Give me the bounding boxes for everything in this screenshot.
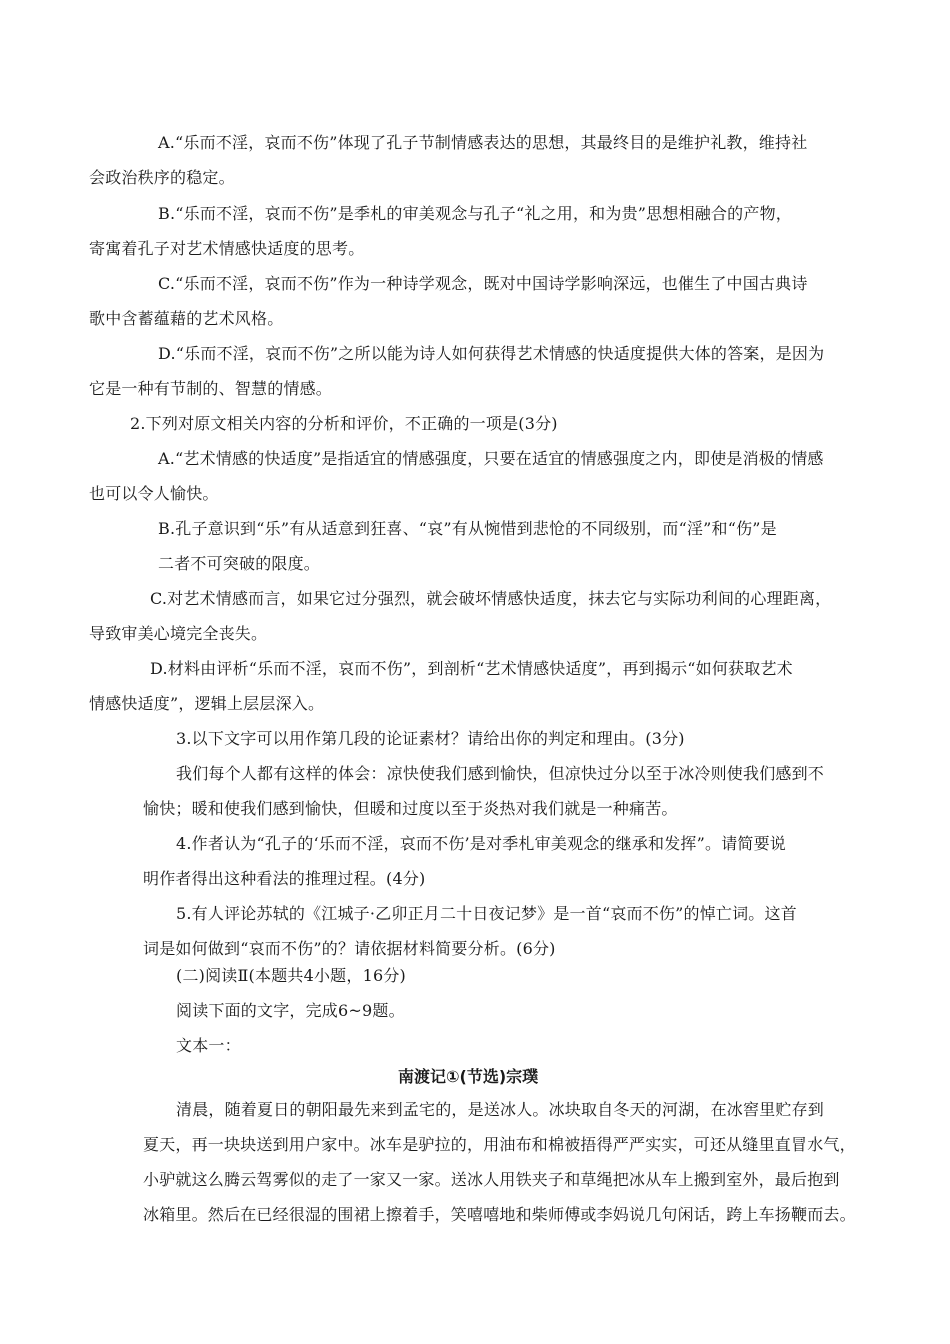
passage-line3: 小驴就这么腾云驾雾似的走了一家又一家。送冰人用铁夹子和草绳把冰从车上搬到室外，最后抱到 xyxy=(143,1170,840,1189)
q1-option-c-line2: 歌中含蓄蕴藉的艺术风格。 xyxy=(89,309,284,328)
passage-title: 南渡记①(节选)宗璞 xyxy=(398,1067,539,1086)
q1-option-a-line2: 会政治秩序的稳定。 xyxy=(89,168,235,187)
q1-option-b-line1: B.“乐而不淫，哀而不伤”是季札的审美观念与孔子“礼之用，和为贵”思想相融合的产物， xyxy=(158,204,792,223)
q1-option-b-line2: 寄寓着孔子对艺术情感快适度的思考。 xyxy=(89,239,365,258)
q1-option-a-line1: A.“乐而不淫，哀而不伤”体现了孔子节制情感表达的思想，其最终目的是维护礼教，维持社 xyxy=(158,133,808,152)
q1-option-c-line1: C.“乐而不淫，哀而不伤”作为一种诗学观念，既对中国诗学影响深远，也催生了中国古典诗 xyxy=(158,274,808,293)
q2-option-b-line2: 二者不可突破的限度。 xyxy=(158,554,321,573)
q2-option-a-line2: 也可以令人愉快。 xyxy=(89,484,219,503)
q4-line2: 明作者得出这种看法的推理过程。(4分) xyxy=(143,869,426,888)
text-one-label: 文本一： xyxy=(176,1036,241,1055)
q2-option-c-line1: C.对艺术情感而言，如果它过分强烈，就会破坏情感快适度，抹去它与实际功利间的心理距离， xyxy=(150,589,832,608)
q1-option-d-line2: 它是一种有节制的、智慧的情感。 xyxy=(89,379,333,398)
q2-stem: 2.下列对原文相关内容的分析和评价，不正确的一项是(3分) xyxy=(130,414,558,433)
q2-option-d-line1: D.材料由评析“乐而不淫，哀而不伤”，到剖析“艺术情感快适度”，再到揭示“如何获取艺术 xyxy=(150,659,793,678)
q3-material-line2: 愉快；暖和使我们感到愉快，但暖和过度以至于炎热对我们就是一种痛苦。 xyxy=(143,799,678,818)
q5-line1: 5.有人评论苏轼的《江城子·乙卯正月二十日夜记梦》是一首“哀而不伤”的悼亡词。这首 xyxy=(176,904,797,923)
q2-option-b-line1: B.孔子意识到“乐”有从适意到狂喜、“哀”有从惋惜到悲怆的不同级别，而“淫”和“伤”是 xyxy=(158,519,777,538)
section2-heading: (二)阅读Ⅱ(本题共4小题，16分) xyxy=(176,966,406,985)
q3-material-line1: 我们每个人都有这样的体会：凉快使我们感到愉快，但凉快过分以至于冰冷则使我们感到不 xyxy=(176,764,825,783)
q3-stem: 3.以下文字可以用作第几段的论证素材？请给出你的判定和理由。(3分) xyxy=(176,729,685,748)
passage-line4: 冰箱里。然后在已经很湿的围裙上擦着手，笑嘻嘻地和柴师傅或李妈说几句闲话，跨上车扬鞭而去。 xyxy=(143,1205,856,1224)
section2-instruction: 阅读下面的文字，完成6~9题。 xyxy=(176,1001,405,1020)
passage-line1: 清晨，随着夏日的朝阳最先来到孟宅的，是送冰人。冰块取自冬天的河湖，在冰窖里贮存到 xyxy=(176,1100,825,1119)
q5-line2: 词是如何做到“哀而不伤”的？请依据材料简要分析。(6分) xyxy=(143,939,556,958)
q4-line1: 4.作者认为“孔子的‘乐而不淫，哀而不伤’是对季札审美观念的继承和发挥”。请简要说 xyxy=(176,834,786,853)
passage-line2: 夏天，再一块块送到用户家中。冰车是驴拉的，用油布和棉被捂得严严实实，可还从缝里直冒水气， xyxy=(143,1135,856,1154)
q2-option-c-line2: 导致审美心境完全丧失。 xyxy=(89,624,268,643)
q1-option-d-line1: D.“乐而不淫，哀而不伤”之所以能为诗人如何获得艺术情感的快适度提供大体的答案，是因为 xyxy=(158,344,825,363)
q2-option-a-line1: A.“艺术情感的快适度”是指适宜的情感强度，只要在适宜的情感强度之内，即使是消极的情感 xyxy=(158,449,824,468)
q2-option-d-line2: 情感快适度”，逻辑上层层深入。 xyxy=(89,694,325,713)
